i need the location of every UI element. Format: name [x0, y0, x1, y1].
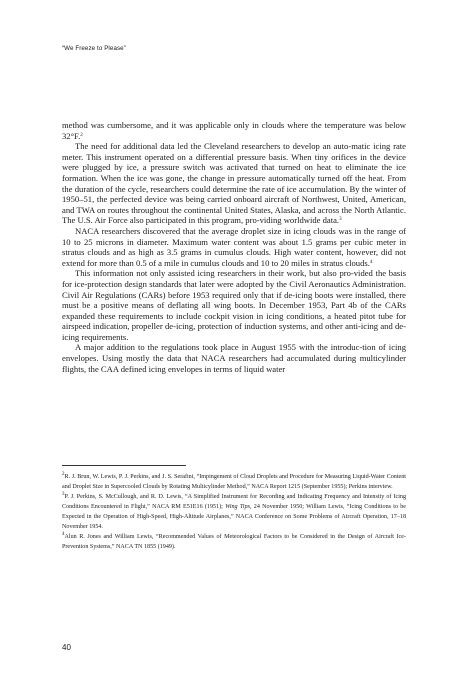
text-run: , 24 November 1950; William Lewis, “Icing Conditions to be Expected in the Operation of High-Speed, High-Altitude Airplanes,” NACA Conference on Some Problems of Aircraft Operation, 17–18 November 1954. — [62, 504, 407, 530]
text-run: The need for additional data led the Cleveland researchers to develop an auto-matic icing rate meter. This instrument operated on a differential pressure basis. When tiny orifices in the device were plugged by ice, a pressure switch was activated that turned on heat to eliminate the ice formation. When the ice was gone, the change in pressure automatically turned off the heat. From the duration of the cycle, researchers could determine the rate of ice accumulation. By the winter of 1950–51, the perfected device was being carried onboard aircraft of Northwest, United, American, and TWA on routes throughout the continental United States, Alaska, and across the North Atlantic. The U.S. Air Force also participated in this program, pro-viding worldwide data. — [62, 141, 406, 226]
text-run: NACA researchers discovered that the average droplet size in icing clouds was in the range of 10 to 25 microns in diameter. Maximum water content was about 1.5 grams per cubic meter in stratus clouds and as high as 3.5 grams in cumulus clouds. High water content, however, did not extend for more than 0.5 of a mile in cumulus clouds and 10 to 20 miles in stratus clouds. — [62, 225, 406, 268]
text-run: P. J. Perkins, S. McCullough, and R. D. Lewis, “A Simplified Instrument for Recording and Indicating Frequency and Intensity of Icing Conditions Encountered in Flight,” NACA RM E51E16 (1951); — [62, 494, 406, 511]
footnote — [62, 473, 406, 492]
footnote — [62, 533, 406, 552]
footnote-number: 3 — [62, 492, 65, 498]
paragraph — [62, 120, 406, 141]
footnote-rule — [62, 465, 186, 466]
body-text — [62, 120, 406, 374]
text-run: Alun R. Jones and William Lewis, “Recommended Values of Meteorological Factors to be Considered in the Design of Aircraft Ice-Prevention Systems,” NACA TN 1855 (1949). — [62, 534, 406, 550]
footnote-number: 2 — [62, 472, 65, 477]
paragraph — [62, 226, 406, 268]
footnote-marker: 2 — [80, 132, 83, 138]
footnotes — [62, 473, 406, 554]
running-head: “We Freeze to Please” — [62, 45, 126, 52]
italic-title: Wing Tips — [225, 504, 251, 511]
page-number: 40 — [62, 643, 71, 652]
footnote — [62, 493, 406, 532]
paragraph — [62, 342, 406, 374]
text-run: method was cumbersome, and it was applicable only in clouds where the temperature was below 32°F. — [62, 120, 406, 141]
text-run: A major addition to the regulations took place in August 1955 with the introduc-tion of icing envelopes. Using mostly the data that NACA researchers had accumulated during multicylinder flights, the CAA defined icing envelopes in terms of liquid water — [62, 342, 406, 374]
footnote-marker: 3 — [339, 217, 342, 223]
paragraph — [62, 141, 406, 226]
footnote-marker: 4 — [369, 259, 373, 265]
text-run: R. J. Brun, W. Lewis, P. J. Perkins, and J. S. Serafini, “Impingement of Cloud Droplets and Procedure for Measuring Liquid-Water Content and Droplet Size in Supercooled Clouds by Rotating Multicylinder Method,” NACA Report 1215 (September 1955); Perkins interview. — [62, 474, 406, 490]
footnote-number: 4 — [62, 532, 65, 538]
text-run: This information not only assisted icing researchers in their work, but also pro-vided the basis for ice-protection design standards that later were adopted by the Civil Aeronautics Administration. Civil Air Regulations (CARs) before 1953 required only that if de-icing boots were installed, there must be a positive means of deflating all wing boots. In December 1953, Part 4b of the CARs expanded these requirements to include cockpit vision in icing conditions, a heated pitot tube for airspeed indication, propeller de-icing, protection of induction systems, and other anti-icing and de-icing requirements. — [62, 268, 406, 342]
paragraph — [62, 268, 406, 342]
